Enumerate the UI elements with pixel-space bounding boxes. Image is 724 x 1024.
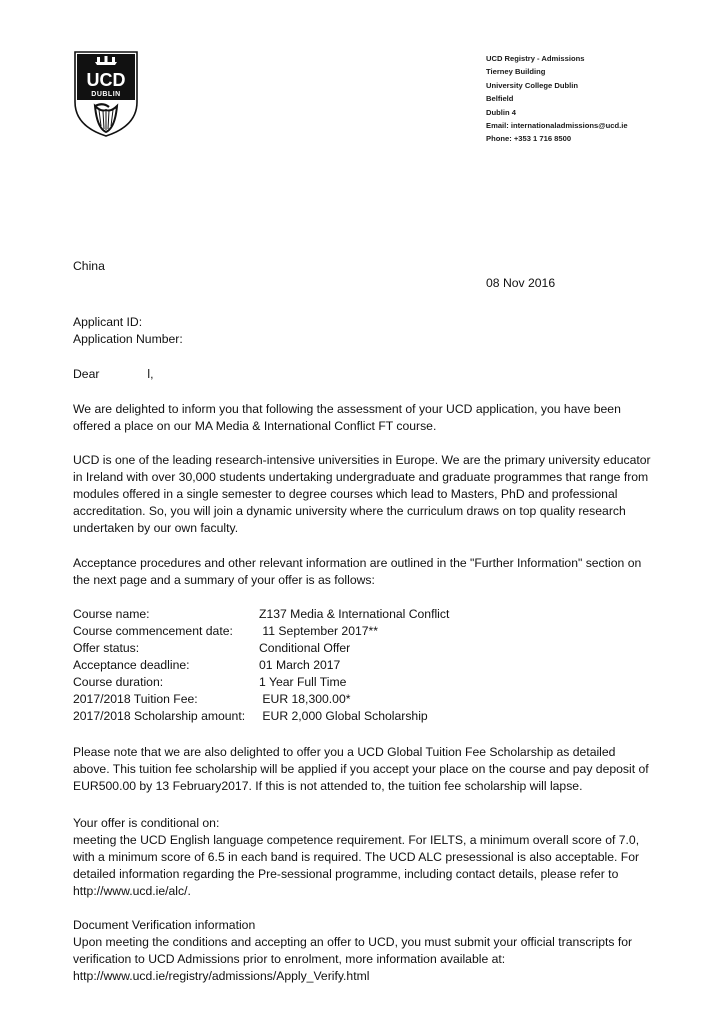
ucd-logo [73,50,139,138]
offer-row-status [73,640,449,657]
address-line-email: Email: internationaladmissions@ucd.ie [486,121,628,131]
logo-subtitle: DUBLIN [91,91,121,98]
offer-value: EUR 18,300.00* [259,692,351,706]
offer-label: Offer status: [73,641,140,655]
text-line: verification to UCD Admissions prior to enrolment, more information available at: [73,952,506,966]
address-line-phone: Phone: +353 1 716 8500 [486,134,572,144]
text-line: detailed information regarding the Pre-sessional programme, including contact details, please refer to [73,867,619,881]
salutation-suffix: l, [147,367,154,381]
address-line: Tierney Building [486,67,546,77]
offer-row-scholarship [73,708,449,725]
offer-row-course-name [73,606,449,623]
recipient-country: China [73,259,105,273]
application-number-label: Application Number: [73,332,183,346]
text-line: offered a place on our MA Media & International Conflict FT course. [73,419,437,433]
harp-crest-icon [73,50,139,138]
offer-row-duration [73,674,449,691]
offer-row-tuition-fee [73,691,449,708]
text-line: EUR500.00 by 13 February2017. If this is not attended to, the tuition fee scholarship will lapse. [73,779,583,793]
logo-wordmark: UCD [86,70,126,90]
offer-row-commencement [73,623,449,640]
verification-heading: Document Verification information [73,918,256,932]
applicant-id-label: Applicant ID: [73,315,143,329]
text-line: Upon meeting the conditions and accepting an offer to UCD, you must submit your official transcripts for [73,935,633,949]
offer-summary [73,606,449,725]
offer-label: 2017/2018 Tuition Fee: [73,692,198,706]
offer-row-deadline [73,657,449,674]
offer-value: Conditional Offer [259,641,351,655]
offer-value: 1 Year Full Time [259,675,347,689]
text-line: accreditation. So, you will join a dynamic university where the curriculum draws on top quality research [73,504,626,518]
text-line: Please note that we are also delighted to offer you a UCD Global Tuition Fee Scholarship as detailed [73,745,616,759]
text-line: UCD is one of the leading research-intensive universities in Europe. We are the primary university educator [73,453,651,467]
text-line: meeting the UCD English language competence requirement. For IELTS, a minimum overall score of 7.0, [73,833,640,847]
offer-value: 11 September 2017** [259,624,379,638]
address-line: University College Dublin [486,80,578,90]
offer-label: Course duration: [73,675,164,689]
text-line: undertaken by our own faculty. [73,521,239,535]
offer-value: 01 March 2017 [259,658,341,672]
address-line: Belfield [486,94,514,104]
address-line: Dublin 4 [486,107,516,117]
text-line: above. This tuition fee scholarship will be applied if you accept your place on the course and pay deposit of [73,762,649,776]
paragraph-acceptance-procedures [73,555,663,589]
offer-label: Course name: [73,607,150,621]
offer-value: Z137 Media & International Conflict [259,607,450,621]
text-line: the next page and a summary of your offer is as follows: [73,573,375,587]
text-line: modules offered in a single semester to degree courses which lead to Masters, PhD and professional [73,487,618,501]
alc-link: http://www.ucd.ie/alc/. [73,884,191,898]
salutation-prefix: Dear [73,367,100,381]
paragraph-scholarship [73,744,663,795]
text-line: in Ireland with over 30,000 students undertaking undergraduate and graduate programmes that range from [73,470,649,484]
offer-label: Acceptance deadline: [73,658,190,672]
text-line: We are delighted to inform you that following the assessment of your UCD application, you have been [73,402,621,416]
text-line: with a minimum score of 6.5 in each band is required. The UCD ALC presessional is also acceptable. For [73,850,640,864]
paragraph-ucd-about [73,452,663,537]
sender-address [486,52,628,146]
offer-value: EUR 2,000 Global Scholarship [259,709,428,723]
text-line: Acceptance procedures and other relevant information are outlined in the "Further Information" section on [73,556,642,570]
letter-date: 08 Nov 2016 [486,276,556,290]
paragraph-conditions [73,815,663,900]
address-line: UCD Registry - Admissions [486,54,585,63]
salutation [73,366,154,383]
conditions-heading: Your offer is conditional on: [73,816,220,830]
offer-label: Course commencement date: [73,624,233,638]
paragraph-document-verification [73,917,663,985]
offer-label: 2017/2018 Scholarship amount: [73,709,246,723]
paragraph-offer-intro [73,401,663,435]
verify-link: http://www.ucd.ie/registry/admissions/Apply_Verify.html [73,969,370,983]
